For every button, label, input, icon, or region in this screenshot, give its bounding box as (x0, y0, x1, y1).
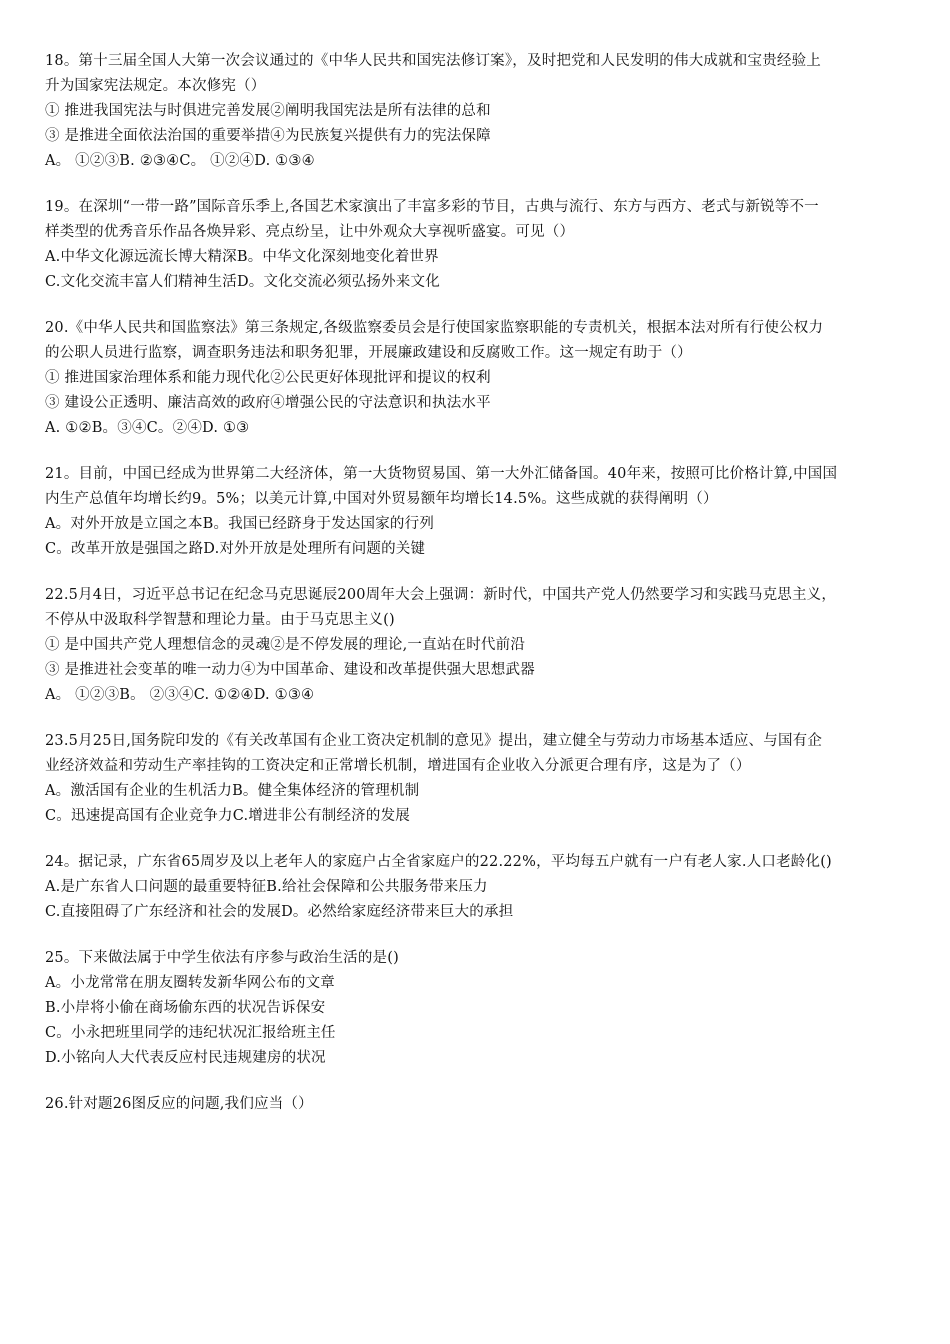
answer-option-b: B.小岸将小偷在商场偷东西的状况告诉保安 (45, 1000, 326, 1016)
answer-options: A. ①②B。③④C。②④D. ①③ (45, 420, 250, 436)
question-text-line: 22.5月4日，习近平总书记在纪念马克思诞辰200周年大会上强调：新时代，中国共产党人仍然要学习和实践马克思主义， (45, 587, 837, 603)
answer-options: A.是广东省人口问题的最重要特征B.给社会保障和公共服务带来压力 (45, 879, 488, 895)
answer-options: C.文化交流丰富人们精神生活D。文化交流必须弘扬外来文化 (45, 274, 440, 290)
answer-options: C。迅速提高国有企业竞争力C.增进非公有制经济的发展 (45, 808, 410, 824)
question-text-line: 23.5月25日,国务院印发的《有关改革国有企业工资决定机制的意见》提出，建立健全与劳动力市场基本适应、与国有企 (45, 733, 823, 749)
answer-options: A。 ①②③B。 ②③④C. ①②④D. ①③④ (45, 687, 315, 703)
question-26 (45, 1092, 910, 1117)
statement-line: ③ 是推进社会变革的唯一动力④为中国革命、建设和改革提供强大思想武器 (45, 662, 535, 678)
question-19 (45, 195, 910, 295)
question-text-line: 内生产总值年均增长约9。5%；以美元计算,中国对外贸易额年均增长14.5%。这些成就的获得阐明（） (45, 491, 718, 507)
question-text-line: 21。目前，中国已经成为世界第二大经济体，第一大货物贸易国、第一大外汇储备国。40年来，按照可比价格计算,中国国 (45, 466, 838, 482)
answer-option-a: A。小龙常常在朋友圈转发新华网公布的文章 (45, 975, 335, 991)
statement-line: ① 是中国共产党人理想信念的灵魂②是不停发展的理论,一直站在时代前沿 (45, 637, 526, 653)
question-23 (45, 729, 910, 829)
question-text-line: 20.《中华人民共和国监察法》第三条规定,各级监察委员会是行使国家监察职能的专责机关，根据本法对所有行使公权力 (45, 320, 824, 336)
question-22 (45, 583, 910, 708)
answer-option-c: C。小永把班里同学的违纪状况汇报给班主任 (45, 1025, 336, 1041)
statement-line: ① 推进我国宪法与时俱进完善发展②阐明我国宪法是所有法律的总和 (45, 103, 491, 119)
question-text-line: 升为国家宪法规定。本次修宪（） (45, 78, 266, 94)
statement-line: ③ 是推进全面依法治国的重要举措④为民族复兴提供有力的宪法保障 (45, 128, 491, 144)
question-text-line: 25。下来做法属于中学生依法有序参与政治生活的是() (45, 950, 399, 966)
answer-options: A。对外开放是立国之本B。我国已经跻身于发达国家的行列 (45, 516, 435, 532)
question-21 (45, 462, 910, 562)
question-20 (45, 316, 910, 441)
question-text-line: 18。第十三届全国人大第一次会议通过的《中华人民共和国宪法修订案》，及时把党和人民发明的伟大成就和宝贵经验上 (45, 53, 821, 69)
answer-option-d: D.小铭向人大代表反应村民违规建房的状况 (45, 1050, 326, 1066)
question-text-line: 的公职人员进行监察，调查职务违法和职务犯罪，开展廉政建设和反腐败工作。这一规定有助于（） (45, 345, 692, 361)
answer-options: A。 ①②③B. ②③④C。 ①②④D. ①③④ (45, 153, 315, 169)
question-text-line: 不停从中汲取科学智慧和理论力量。由于马克思主义() (45, 612, 395, 628)
question-text-line: 业经济效益和劳动生产率挂钩的工资决定和正常增长机制，增进国有企业收入分派更合理有序，这是为了（） (45, 758, 751, 774)
question-text-line: 24。据记录，广东省65周岁及以上老年人的家庭户占全省家庭户的22.22%，平均每五户就有一户有老人家.人口老龄化() (45, 854, 832, 870)
statement-line: ① 推进国家治理体系和能力现代化②公民更好体现批评和提议的权利 (45, 370, 491, 386)
answer-options: A。激活国有企业的生机活力B。健全集体经济的管理机制 (45, 783, 420, 799)
question-text-line: 26.针对题26图反应的问题,我们应当（） (45, 1096, 313, 1112)
question-text-line: 19。在深圳“一带一路”国际音乐季上,各国艺术家演出了丰富多彩的节目，古典与流行、东方与西方、老式与新锐等不一 (45, 199, 819, 215)
question-25 (45, 946, 910, 1071)
answer-options: C.直接阻碍了广东经济和社会的发展D。必然给家庭经济带来巨大的承担 (45, 904, 514, 920)
question-24 (45, 850, 910, 925)
statement-line: ③ 建设公正透明、廉洁高效的政府④增强公民的守法意识和执法水平 (45, 395, 491, 411)
answer-options: C。改革开放是强国之路D.对外开放是处理所有问题的关键 (45, 541, 426, 557)
answer-options: A.中华文化源远流长博大精深B。中华文化深刻地变化着世界 (45, 249, 439, 265)
question-18 (45, 49, 910, 174)
question-text-line: 样类型的优秀音乐作品各焕异彩、亮点纷呈，让中外观众大享视听盛宴。可见（） (45, 224, 575, 240)
